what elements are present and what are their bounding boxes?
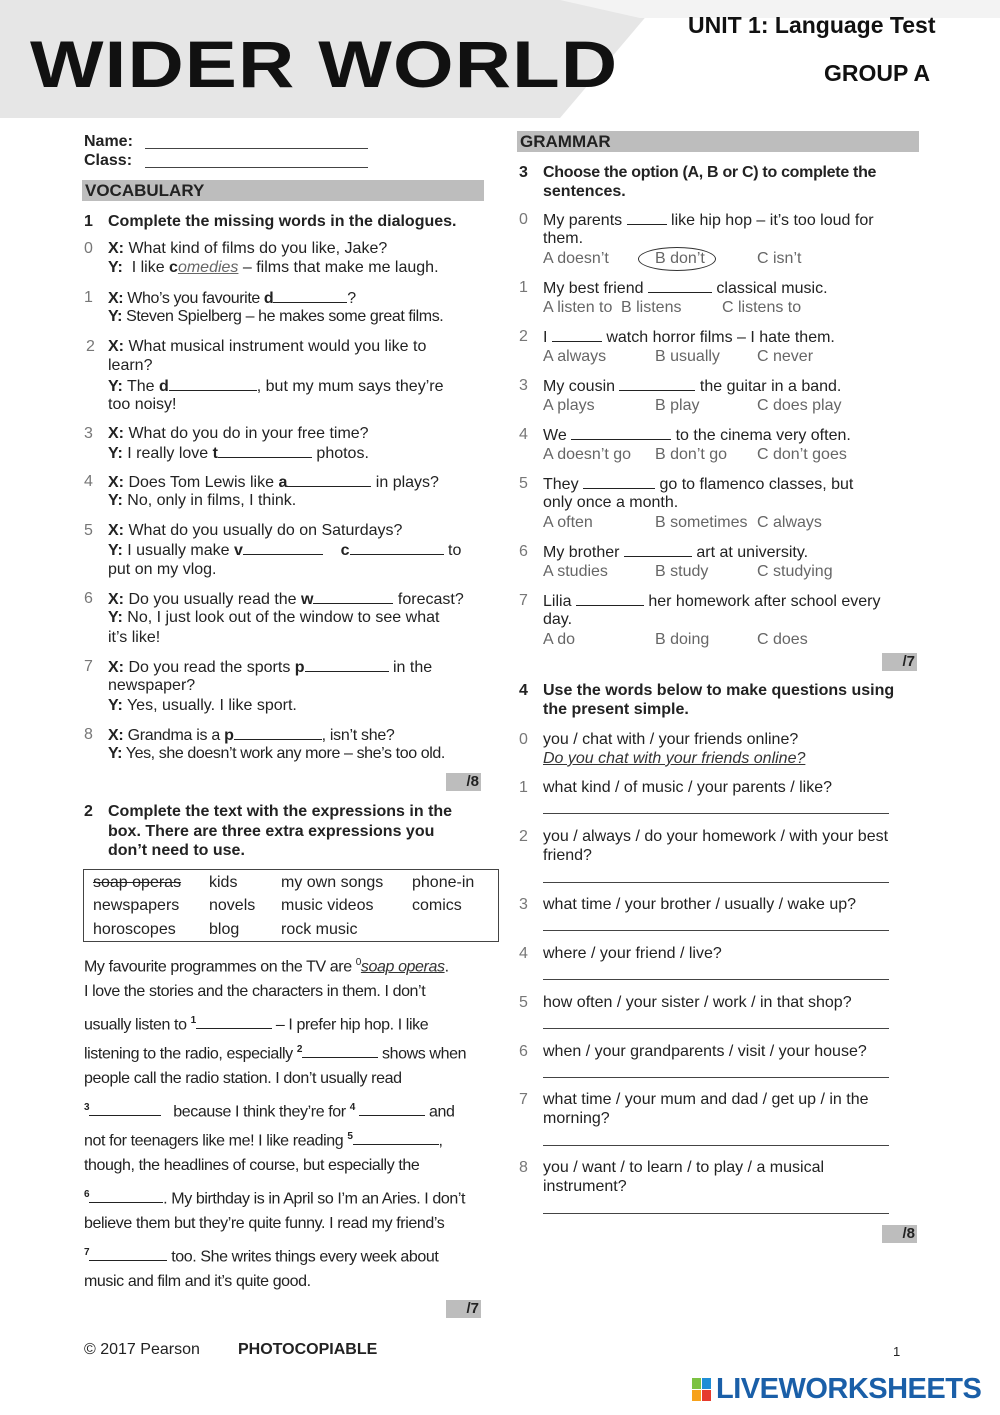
page-number: 1	[893, 1344, 901, 1359]
ex2-text-line: I love the stories and the characters in them. I don’t	[84, 983, 426, 1000]
option-c[interactable]: C does	[757, 631, 808, 648]
answer-blank[interactable]	[89, 1101, 161, 1116]
ex4-item-5-prompt: how often / your sister / work / in that shop?	[543, 994, 852, 1011]
ex2-text-line: not for teenagers like me! I like reading $^5$ ,	[84, 1131, 443, 1150]
ex4-item-1-prompt: what kind / of music / your parents / like?	[543, 779, 833, 796]
answer-blank[interactable]	[648, 278, 712, 293]
option-c[interactable]: C isn’t	[757, 250, 802, 267]
option-c[interactable]: C don’t goes	[757, 446, 847, 463]
ex2-text-line: $^7$ too. She writes things every week about	[84, 1247, 439, 1266]
option-a[interactable]: A studies	[543, 563, 608, 580]
answer-blank[interactable]	[169, 376, 257, 391]
option-a[interactable]: A do	[543, 631, 576, 648]
ex1-item-6-x: X: Do you usually read the w forecast?	[108, 591, 464, 608]
ex4-item-number: 3	[519, 896, 528, 913]
answer-blank[interactable]	[218, 443, 312, 458]
answer-blank[interactable]	[273, 288, 347, 303]
answer-blank[interactable]	[353, 1130, 439, 1145]
ex2-instruction: don’t need to use.	[108, 842, 245, 859]
expression-item: rock music	[281, 921, 358, 938]
ex1-item-7-x2: newspaper?	[108, 677, 196, 694]
ex3-item-4-sentence: We to the cinema very often.	[543, 427, 851, 444]
ex4-item-8-prompt2: instrument?	[543, 1178, 627, 1195]
ex4-item-3-prompt: what time / your brother / usually / wake up?	[543, 896, 857, 913]
answer-blank[interactable]	[287, 472, 371, 487]
answer-blank[interactable]	[576, 591, 644, 606]
ex3-instruction: Choose the option (A, B or C) to complete the	[543, 164, 877, 181]
ex2-text-line: listening to the radio, especially $^2$ shows when	[84, 1044, 467, 1063]
ex4-item-6-prompt: when / your grandparents / visit / your house?	[543, 1043, 867, 1060]
ex3-item-number: 3	[519, 377, 528, 394]
option-b[interactable]: B listens	[621, 299, 682, 316]
option-c[interactable]: C never	[757, 348, 814, 365]
ex2-score: /7	[446, 1300, 481, 1318]
expression-item: music videos	[281, 897, 374, 914]
option-a[interactable]: A doesn’t go	[543, 446, 632, 463]
ex4-item-4-prompt: where / your friend / live?	[543, 945, 722, 962]
answer-line[interactable]	[543, 813, 889, 814]
group-title: GROUP A	[824, 60, 931, 86]
answer-line[interactable]	[543, 1077, 889, 1078]
ex2-text-line: people call the radio station. I don’t usually read	[84, 1070, 402, 1087]
photocopiable-label: PHOTOCOPIABLE	[238, 1341, 378, 1358]
expression-item: soap operas	[93, 874, 182, 891]
class-label: Class:	[84, 152, 133, 169]
option-a[interactable]: A plays	[543, 397, 595, 414]
expression-item: newspapers	[93, 897, 180, 914]
ex1-item-3-x: X: What do you do in your free time?	[108, 425, 369, 442]
ex3-item-number: 6	[519, 543, 528, 560]
answer-line[interactable]	[543, 979, 889, 980]
ex4-instruction: the present simple.	[543, 701, 689, 718]
ex2-text-line: though, the headlines of course, but especially the	[84, 1157, 420, 1174]
option-b[interactable]: B study	[655, 563, 709, 580]
ex3-number: 3	[519, 164, 528, 181]
ex3-item-number: 4	[519, 426, 528, 443]
option-b[interactable]: B don’t	[655, 250, 705, 267]
ex1-item-7-y: Y: Yes, usually. I like sport.	[108, 697, 297, 714]
option-c[interactable]: C listens to	[722, 299, 802, 316]
ex1-item-1-y: Y: Steven Spielberg – he makes some great films.	[108, 308, 444, 325]
answer-blank[interactable]	[234, 725, 322, 740]
answer-line[interactable]	[543, 1213, 889, 1214]
ex4-item-7-prompt2: morning?	[543, 1110, 610, 1127]
expression-item: phone-in	[412, 874, 475, 891]
ex4-item-number: 6	[519, 1043, 528, 1060]
option-a[interactable]: A always	[543, 348, 607, 365]
ex3-item-5-sentence: They go to flamenco classes, but	[543, 476, 854, 493]
expression-item: blog	[209, 921, 240, 938]
option-b[interactable]: B don’t go	[655, 446, 728, 463]
ex3-item-0-sentence2: them.	[543, 230, 584, 247]
answer-line[interactable]	[543, 1028, 889, 1029]
answer-blank[interactable]	[571, 425, 671, 440]
ex1-item-6-y2: it’s like!	[108, 629, 161, 646]
ex4-item-2-prompt: you / always / do your homework / with your best	[543, 828, 889, 845]
answer-blank[interactable]	[359, 1101, 425, 1116]
liveworksheets-brand: LIVEWORKSHEETS	[716, 1373, 982, 1405]
ex3-item-6-sentence: My brother art at university.	[543, 544, 809, 561]
ex2-instruction: box. There are three extra expressions you	[108, 823, 435, 840]
expression-item: comics	[412, 897, 462, 914]
ex4-item-number: 4	[519, 945, 528, 962]
ex3-item-3-sentence: My cousin the guitar in a band.	[543, 378, 842, 395]
answer-blank[interactable]	[583, 474, 655, 489]
ex4-item-7-prompt: what time / your mum and dad / get up / in the	[543, 1091, 869, 1108]
ex3-item-number: 5	[519, 475, 528, 492]
vocabulary-heading: VOCABULARY	[82, 180, 484, 201]
ex2-text-line: My favourite programmes on the TV are $^0$soap operas.	[84, 957, 449, 976]
ex2-number: 2	[84, 803, 93, 820]
option-b[interactable]: B usually	[655, 348, 720, 365]
option-c[interactable]: C does play	[757, 397, 842, 414]
ex2-instruction: Complete the text with the expressions in the	[108, 803, 453, 820]
ex3-item-number: 0	[519, 211, 528, 228]
ex1-item-number: 4	[84, 473, 93, 490]
liveworksheets-logo-icon	[692, 1378, 712, 1402]
ex1-item-number: 3	[84, 425, 93, 442]
expression-item: horoscopes	[93, 921, 176, 938]
answer-blank[interactable]	[196, 1014, 272, 1029]
option-c[interactable]: C always	[757, 514, 822, 531]
ex1-item-5-y2: put on my vlog.	[108, 561, 217, 578]
ex4-item-0-prompt: you / chat with / your friends online?	[543, 731, 799, 748]
ex4-item-number: 2	[519, 828, 528, 845]
ex4-item-8-prompt: you / want / to learn / to play / a musical	[543, 1159, 825, 1176]
option-b[interactable]: B play	[655, 397, 700, 414]
ex3-item-number: 1	[519, 279, 528, 296]
answer-blank[interactable]	[552, 327, 602, 342]
ex3-item-7-sentence2: day.	[543, 611, 573, 628]
ex1-item-number: 5	[84, 522, 93, 539]
ex3-item-1-sentence: My best friend classical music.	[543, 280, 828, 297]
ex2-text-line: believe them but they’re quite funny. I read my friend’s	[84, 1215, 445, 1232]
ex4-item-2-prompt2: friend?	[543, 847, 592, 864]
ex4-item-number: 7	[519, 1091, 528, 1108]
option-b[interactable]: B doing	[655, 631, 710, 648]
option-a[interactable]: A doesn’t	[543, 250, 609, 267]
ex4-item-number: 8	[519, 1159, 528, 1176]
ex4-example-answer: Do you chat with your friends online?	[543, 750, 806, 767]
option-a[interactable]: A listen to	[543, 299, 613, 316]
ex1-item-1-x: X: Who’s you favourite d ?	[108, 290, 356, 307]
logo: WIDER WORLD	[30, 27, 619, 101]
answer-blank[interactable]	[350, 540, 444, 555]
ex1-item-number: 6	[84, 590, 93, 607]
ex1-item-4-x: X: Does Tom Lewis like a in plays?	[108, 474, 439, 491]
ex4-item-number: 5	[519, 994, 528, 1011]
answer-blank[interactable]	[627, 210, 667, 225]
option-b[interactable]: B sometimes	[655, 514, 748, 531]
class-field[interactable]	[145, 167, 368, 168]
ex1-item-0-y: Y: I like comedies – films that make me laugh.	[108, 259, 439, 276]
answer-blank[interactable]	[89, 1246, 167, 1261]
ex1-item-number: 0	[84, 240, 93, 257]
answer-blank[interactable]	[302, 1043, 378, 1058]
ex1-item-4-y: Y: No, only in films, I think.	[108, 492, 297, 509]
ex1-item-number: 7	[84, 658, 93, 675]
answer-blank[interactable]	[305, 657, 389, 672]
ex1-item-6-y: Y: No, I just look out of the window to see what	[108, 609, 440, 626]
ex4-item-number: 0	[519, 731, 528, 748]
unit-title: UNIT 1: Language Test	[688, 12, 936, 38]
ex3-item-number: 2	[519, 328, 528, 345]
ex3-item-5-sentence2: only once a month.	[543, 494, 679, 511]
ex1-item-0-x: X: What kind of films do you like, Jake?	[108, 240, 388, 257]
answer-blank[interactable]	[313, 589, 393, 604]
ex3-item-2-sentence: I watch horror films – I hate them.	[543, 329, 835, 346]
answer-blank[interactable]	[243, 540, 323, 555]
copyright: © 2017 Pearson	[84, 1341, 200, 1358]
ex1-item-2-y: Y: The d , but my mum says they’re	[108, 378, 444, 395]
ex1-instruction: Complete the missing words in the dialogues.	[108, 213, 457, 230]
ex1-item-7-x: X: Do you read the sports p in the	[108, 659, 433, 676]
ex1-item-number: 1	[84, 289, 93, 306]
answer-line[interactable]	[543, 882, 889, 883]
answer-blank[interactable]	[619, 376, 695, 391]
ex3-score: /7	[882, 653, 917, 671]
option-c[interactable]: C studying	[757, 563, 833, 580]
ex1-item-2-x: X: What musical instrument would you like to	[108, 338, 427, 355]
expression-item: kids	[209, 874, 238, 891]
ex3-item-0-sentence: My parents like hip hop – it’s too loud for	[543, 212, 874, 229]
name-field[interactable]	[145, 148, 368, 149]
ex1-number: 1	[84, 213, 93, 230]
ex2-text-line: music and film and it’s quite good.	[84, 1273, 311, 1290]
ex1-item-3-y: Y: I really love t photos.	[108, 445, 369, 462]
ex2-text-line: usually listen to $^1$ – I prefer hip hop. I like	[84, 1015, 429, 1034]
ex1-item-8-x: X: Grandma is a p , isn’t she?	[108, 727, 395, 744]
answer-line[interactable]	[543, 930, 889, 931]
ex1-score: /8	[446, 773, 481, 791]
answer-blank[interactable]	[89, 1188, 163, 1203]
ex1-item-2-y2: too noisy!	[108, 396, 177, 413]
grammar-heading: GRAMMAR	[517, 131, 919, 152]
ex2-text-line: $^6$ . My birthday is in April so I’m an Aries. I don’t	[84, 1189, 466, 1208]
ex1-item-5-x: X: What do you usually do on Saturdays?	[108, 522, 403, 539]
ex4-instruction: Use the words below to make questions using	[543, 682, 895, 699]
ex3-instruction: sentences.	[543, 183, 626, 200]
option-a[interactable]: A often	[543, 514, 593, 531]
ex1-item-number: 2	[86, 338, 95, 355]
ex1-item-5-y: Y: I usually make v c to	[108, 542, 462, 559]
ex3-item-number: 7	[519, 592, 528, 609]
expression-item: novels	[209, 897, 256, 914]
ex4-number: 4	[519, 682, 528, 699]
ex4-item-number: 1	[519, 779, 528, 796]
name-label: Name:	[84, 133, 133, 150]
ex1-item-8-y: Y: Yes, she doesn’t work any more – she’s too old.	[108, 745, 445, 762]
ex2-text-line: $^3$ because I think they’re for $^4$ and	[84, 1102, 455, 1121]
expression-item: my own songs	[281, 874, 384, 891]
answer-line[interactable]	[543, 1145, 889, 1146]
ex4-score: /8	[882, 1225, 917, 1243]
ex1-item-2-x2: learn?	[108, 357, 153, 374]
ex3-item-7-sentence: Lilia her homework after school every	[543, 593, 881, 610]
ex1-item-number: 8	[84, 726, 93, 743]
answer-blank[interactable]	[624, 542, 692, 557]
